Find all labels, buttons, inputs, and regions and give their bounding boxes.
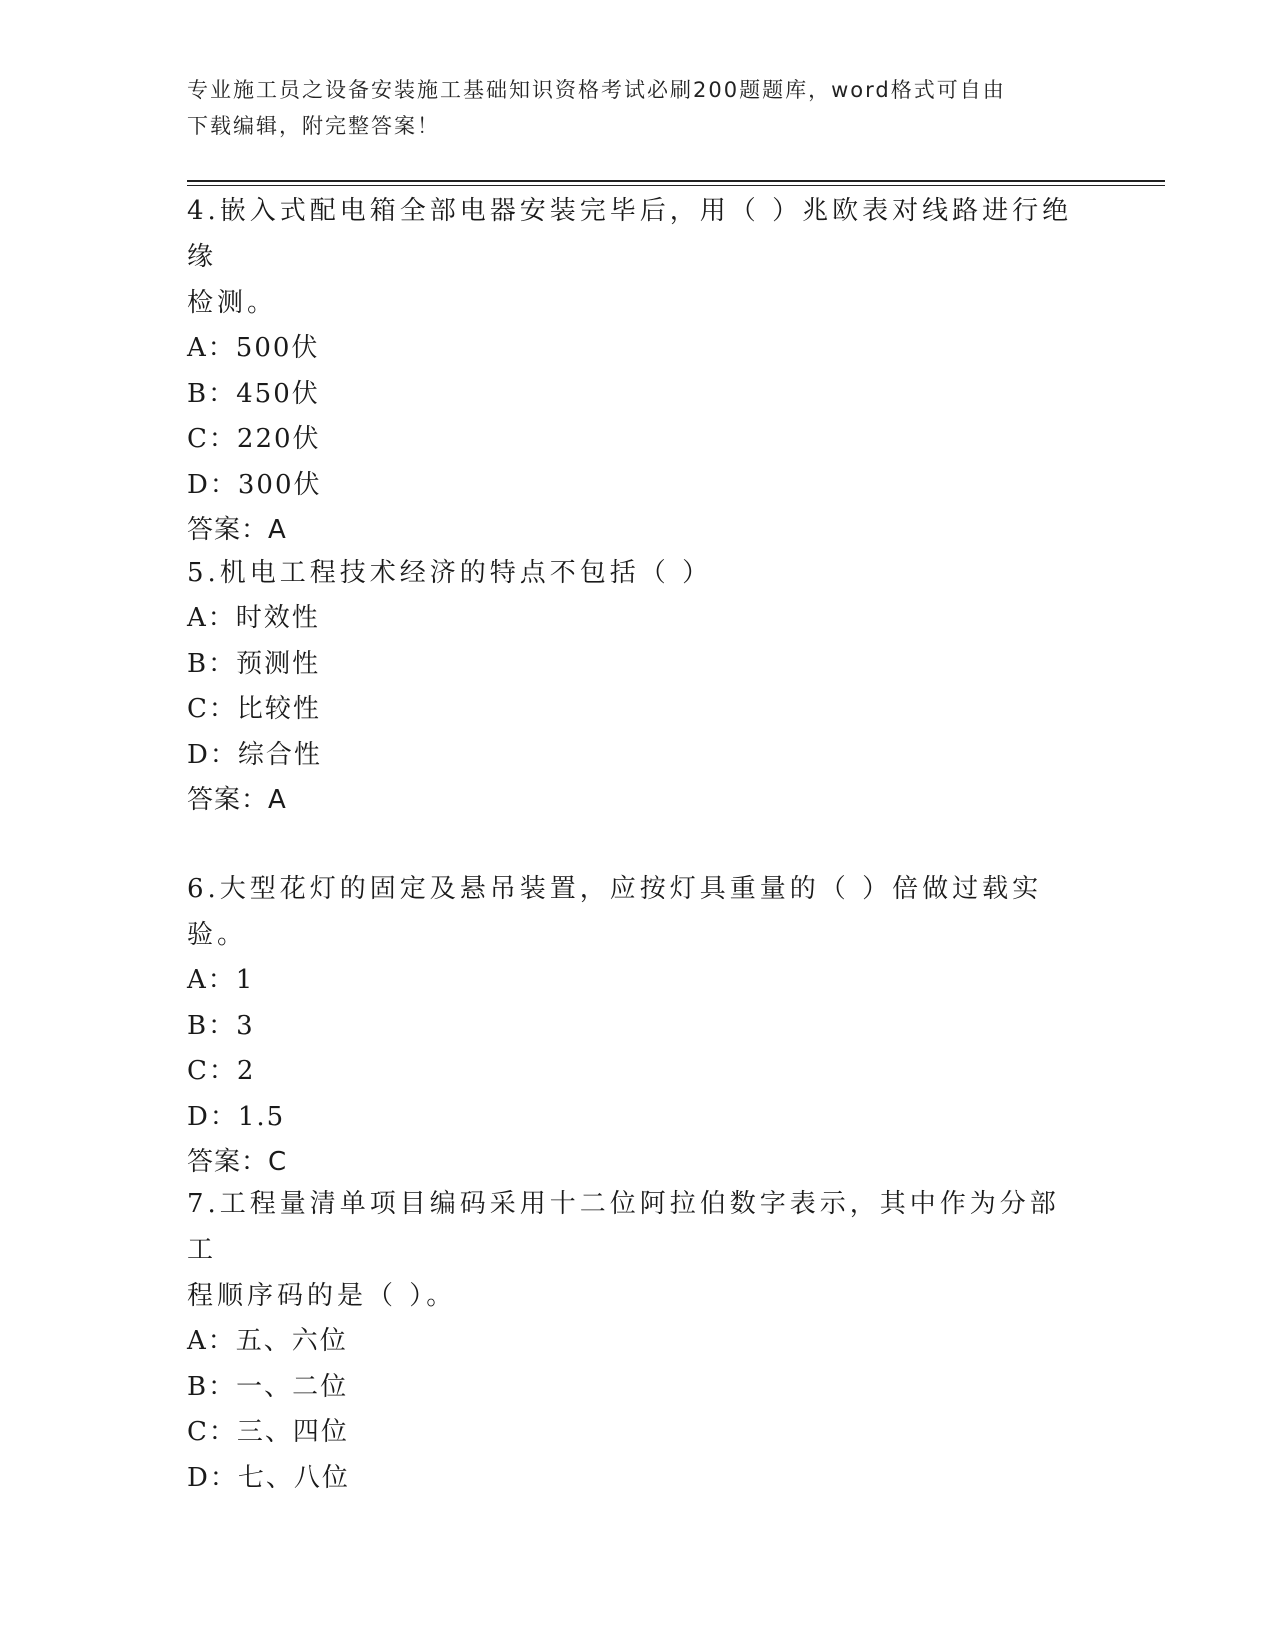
option-text: 综合性 [237, 739, 322, 770]
option-text: 300伏 [237, 469, 322, 500]
option-a [187, 1319, 1087, 1365]
question-stem-line-2: 检测。 [187, 288, 278, 318]
option-letter: D： [187, 739, 238, 770]
option-letter: A： [187, 603, 236, 633]
option-d [187, 1095, 1087, 1141]
option-a [187, 958, 1087, 1004]
question-6 [187, 866, 1087, 1186]
option-text: 预测性 [236, 648, 321, 679]
option-text: 三、四位 [236, 1417, 349, 1447]
option-b [187, 1365, 1087, 1411]
option-letter: A： [187, 965, 236, 995]
option-letter: C： [187, 424, 237, 454]
option-d [187, 1456, 1087, 1502]
option-d [187, 733, 1087, 779]
answer-line: 答案：C [187, 1147, 288, 1177]
option-text: 比较性 [236, 694, 321, 724]
option-text: 时效性 [235, 603, 320, 633]
option-text: 220伏 [236, 424, 321, 454]
option-b [187, 642, 1087, 688]
option-text: 500伏 [235, 333, 320, 363]
question-stem-line-1: 4.嵌入式配电箱全部电器安装完毕后，用（ ）兆欧表对线路进行绝缘 [187, 196, 1073, 272]
option-letter: D： [187, 1462, 238, 1493]
option-text: 1.5 [237, 1101, 286, 1132]
option-c [187, 1410, 1087, 1456]
option-letter: C： [187, 1056, 237, 1086]
question-stem-line-1: 6.大型花灯的固定及悬吊装置，应按灯具重量的（ ）倍做过载实验。 [187, 874, 1043, 950]
header-line-2: 下载编辑，附完整答案！ [187, 114, 440, 138]
question-stem-line-2: 程顺序码的是（ ）。 [187, 1281, 457, 1311]
question-stem-line-1: 7.工程量清单项目编码采用十二位阿拉伯数字表示，其中作为分部工 [187, 1189, 1060, 1265]
option-letter: A： [187, 1326, 236, 1356]
header-divider-thick [187, 180, 1165, 182]
option-letter: B： [187, 1010, 237, 1041]
option-a [187, 596, 1087, 642]
option-c [187, 1049, 1087, 1095]
option-letter: D： [187, 469, 238, 500]
option-b [187, 372, 1087, 418]
question-stem-line-1: 5.机电工程技术经济的特点不包括（ ） [187, 558, 713, 588]
option-letter: B： [187, 1371, 237, 1402]
question-7 [187, 1181, 1087, 1501]
option-letter: B： [187, 648, 237, 679]
option-d [187, 463, 1087, 509]
option-text: 五、六位 [235, 1326, 348, 1356]
answer-line: 答案：A [187, 785, 287, 815]
header-line-1: 专业施工员之设备安装施工基础知识资格考试必刷200题题库，word格式可自由 [187, 78, 1006, 102]
question-4 [187, 188, 1087, 554]
option-letter: B： [187, 378, 237, 409]
option-letter: C： [187, 694, 237, 724]
answer-line: 答案：A [187, 515, 287, 545]
question-5 [187, 550, 1087, 824]
option-c [187, 417, 1087, 463]
option-text: 2 [236, 1056, 256, 1086]
option-text: 1 [235, 965, 255, 995]
option-letter: D： [187, 1101, 238, 1132]
option-text: 3 [236, 1010, 255, 1041]
option-letter: C： [187, 1417, 237, 1447]
option-a [187, 326, 1087, 372]
option-text: 450伏 [236, 378, 320, 409]
option-text: 七、八位 [237, 1462, 350, 1493]
header-divider-thin [187, 185, 1165, 186]
option-c [187, 687, 1087, 733]
document-header [187, 72, 1087, 144]
option-text: 一、二位 [236, 1371, 349, 1402]
option-b [187, 1004, 1087, 1050]
option-letter: A： [187, 333, 236, 363]
